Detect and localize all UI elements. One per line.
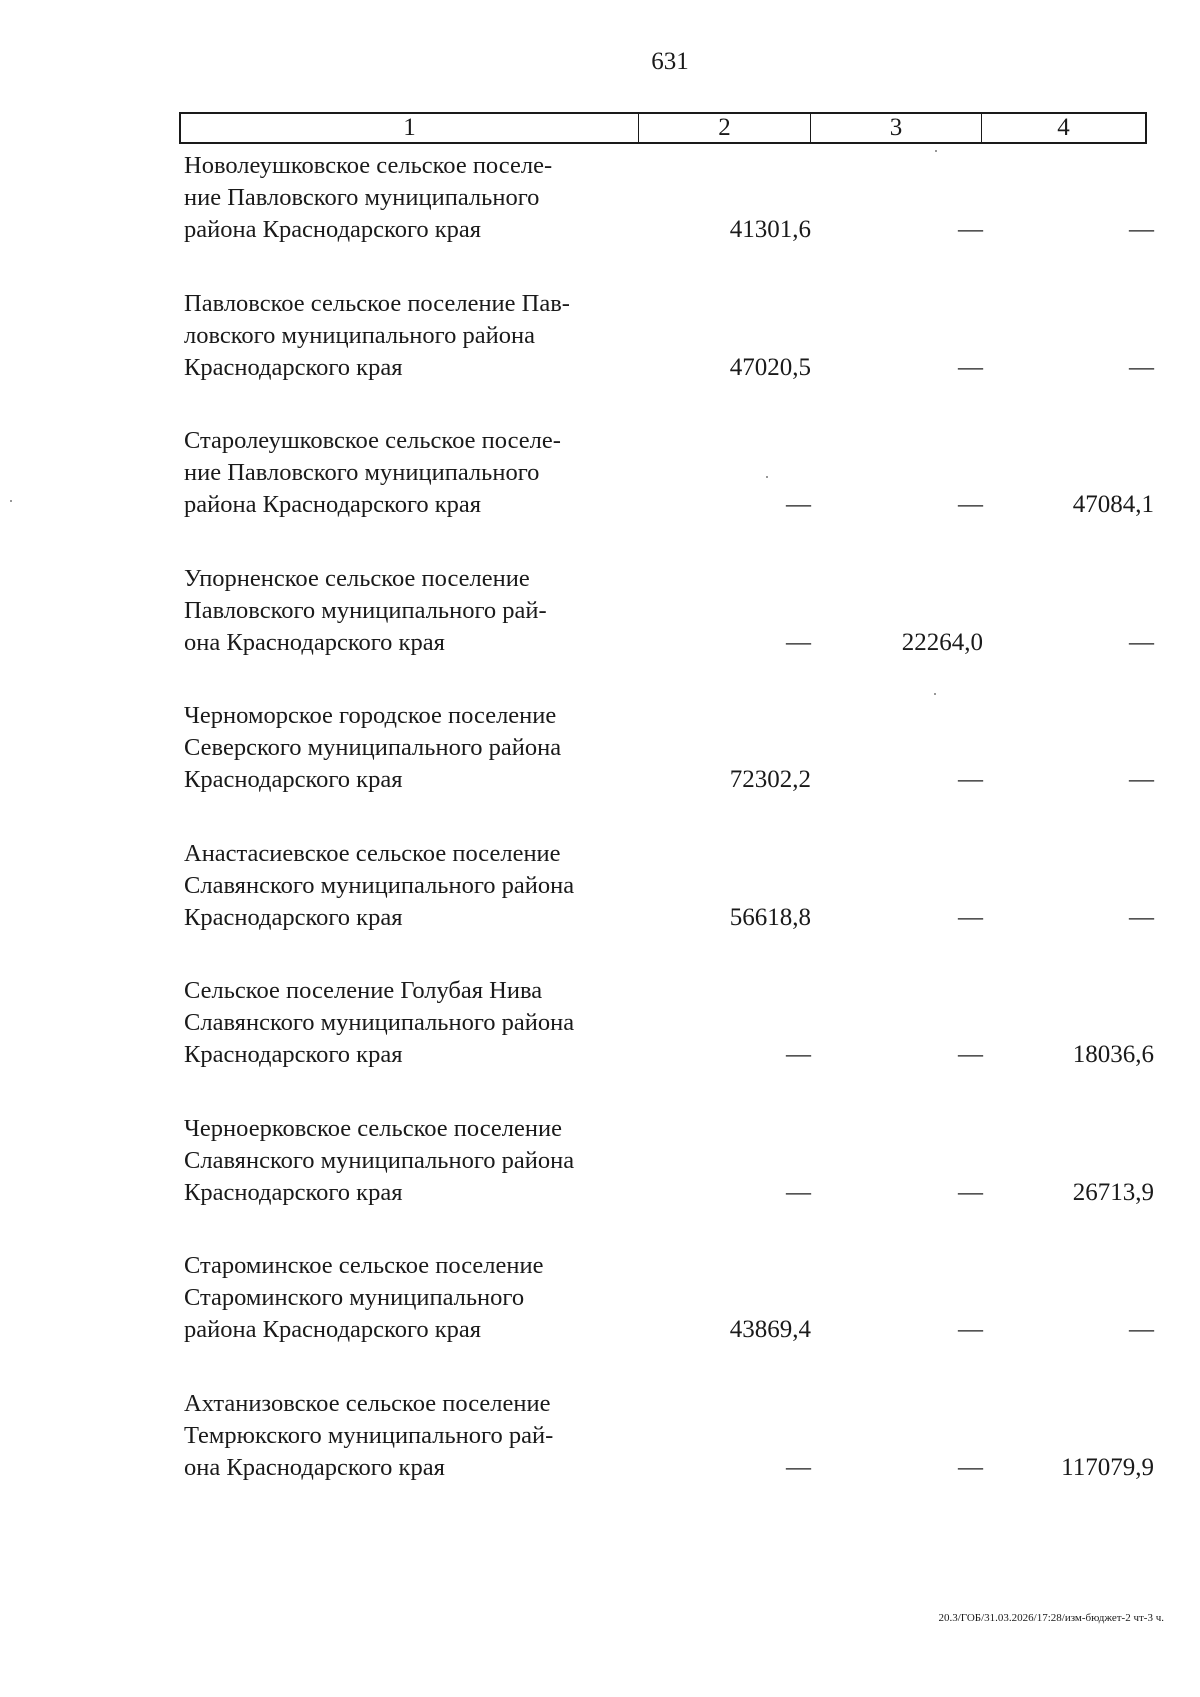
- value-col-4: —: [1129, 766, 1154, 793]
- table-header: [179, 112, 1147, 144]
- settlement-name: Черноерковское сельское поселение Славянского муниципального района Краснодарского края: [184, 1114, 575, 1206]
- table-row: [184, 1250, 1154, 1388]
- value-col-2: —: [786, 491, 811, 518]
- table-row: [184, 288, 1154, 426]
- value-col-3: 22264,0: [901, 628, 983, 656]
- value-col-2: 47020,5: [729, 353, 811, 381]
- table-row: [184, 1388, 1154, 1526]
- table-row: [184, 838, 1154, 976]
- value-col-2: 72302,2: [729, 766, 811, 793]
- scan-speck: [934, 693, 936, 695]
- value-col-2: 43869,4: [729, 1316, 811, 1343]
- page-number: 631: [651, 48, 689, 75]
- value-col-4: —: [1129, 903, 1154, 931]
- value-col-2: —: [786, 1178, 811, 1206]
- table-row: [184, 563, 1154, 701]
- settlement-name: Старолеушковское сельское поселе- ние Павловского муниципального района Краснодарского края: [184, 427, 561, 518]
- value-col-3: —: [958, 491, 983, 518]
- table-row: [184, 425, 1154, 563]
- value-col-4: 18036,6: [1072, 1041, 1154, 1068]
- header-col-2: 2: [639, 114, 811, 142]
- settlement-name: Староминское сельское поселение Староминского муниципального района Краснодарского края: [184, 1252, 544, 1343]
- settlement-name: Упорненское сельское поселение Павловского муниципального рай- она Краснодарского края: [184, 564, 547, 656]
- table-body: [184, 150, 1154, 1525]
- scan-speck: [766, 476, 768, 478]
- value-col-3: —: [958, 766, 983, 793]
- value-col-4: 26713,9: [1072, 1178, 1154, 1206]
- value-col-2: 56618,8: [729, 903, 811, 931]
- document-footer-code: 20.3/ГОБ/31.03.2026/17:28/изм-бюджет-2 чт-3 ч.: [938, 1612, 1164, 1624]
- settlement-name: Сельское поселение Голубая Нива Славянского муниципального района Краснодарского края: [184, 977, 575, 1068]
- value-col-3: —: [958, 1041, 983, 1068]
- value-col-4: —: [1129, 353, 1154, 381]
- value-col-2: —: [786, 1453, 811, 1481]
- table-row: [184, 150, 1154, 288]
- header-col-3: 3: [811, 114, 982, 142]
- settlement-name: Черноморское городское поселение Северского муниципального района Краснодарского края: [184, 702, 562, 793]
- value-col-4: —: [1129, 628, 1154, 656]
- value-col-2: —: [786, 628, 811, 656]
- value-col-3: —: [958, 1178, 983, 1206]
- header-col-4: 4: [1057, 114, 1070, 141]
- table-row: [184, 700, 1154, 838]
- value-col-2: —: [786, 1041, 811, 1068]
- value-col-3: —: [958, 353, 983, 381]
- settlement-name: Анастасиевское сельское поселение Славянского муниципального района Краснодарского края: [184, 839, 575, 931]
- value-col-3: —: [958, 903, 983, 931]
- settlement-name: Ахтанизовское сельское поселение Темрюкского муниципального рай- она Краснодарского края: [184, 1389, 554, 1481]
- value-col-4: —: [1129, 1316, 1154, 1343]
- value-col-4: —: [1129, 216, 1154, 243]
- header-col-1: 1: [181, 114, 639, 142]
- value-col-4: 117079,9: [1061, 1453, 1154, 1481]
- table-row: [184, 1113, 1154, 1251]
- settlement-name: Павловское сельское поселение Пав- ловского муниципального района Краснодарского края: [184, 289, 570, 381]
- value-col-3: —: [958, 1453, 983, 1481]
- scan-speck: [935, 150, 937, 152]
- value-col-2: 41301,6: [729, 216, 811, 243]
- table-row: [184, 975, 1154, 1113]
- value-col-3: —: [958, 1316, 983, 1343]
- value-col-4: 47084,1: [1072, 491, 1154, 518]
- scan-speck: [10, 500, 12, 502]
- settlement-name: Новолеушковское сельское поселе- ние Павловского муниципального района Краснодарского края: [184, 152, 553, 243]
- value-col-3: —: [958, 216, 983, 243]
